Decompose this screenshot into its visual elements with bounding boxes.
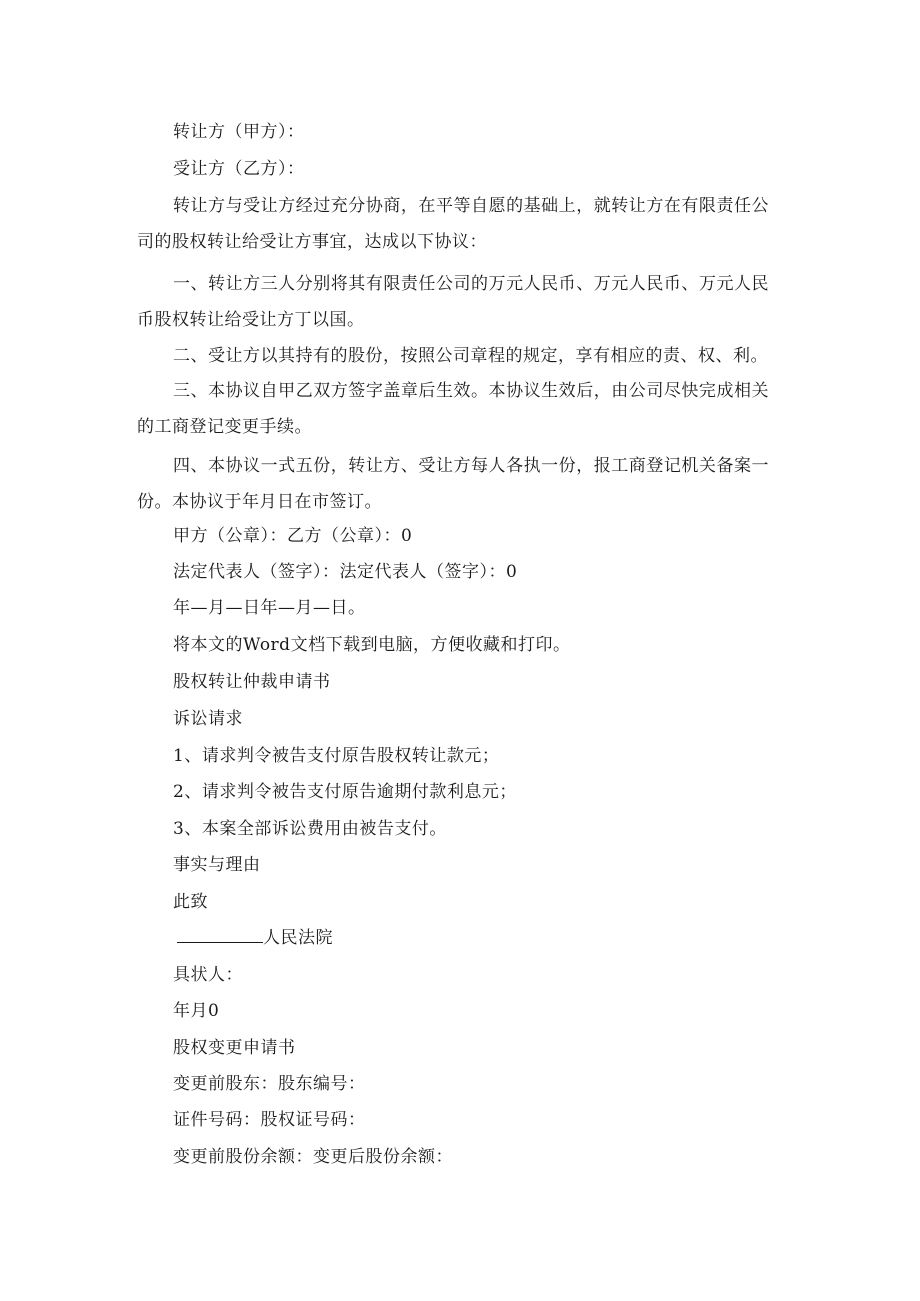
intro-paragraph: 转让方与受让方经过充分协商，在平等自愿的基础上，就转让方在有限责任公司的股权转让给受让方事宜，达成以下协议： [137, 196, 769, 252]
clause-2-paragraph: 二、受让方以其持有的股份，按照公司章程的规定，享有相应的责、权、利。 [173, 346, 768, 366]
transferor-line: 转让方（甲方）： [173, 122, 305, 142]
date-line: 年—月—日年—月—日。 [173, 598, 366, 618]
claim-3: 3、本案全部诉讼费用由被告支付。 [173, 819, 447, 839]
shareholder-before-line: 变更前股东：股东编号： [173, 1074, 366, 1094]
court-label: 人民法院 [263, 928, 333, 948]
plaintiff-line: 具状人： [173, 965, 243, 985]
transferee-line: 受让方（乙方）： [173, 159, 305, 179]
certificate-number-line: 证件号码：股权证号码： [173, 1110, 366, 1130]
seal-line: 甲方（公章）：乙方（公章）：0 [173, 526, 413, 546]
clause-3-paragraph: 三、本协议自甲乙双方签字盖章后生效。本协议生效后，由公司尽快完成相关的工商登记变更手续。 [137, 381, 769, 437]
salutation: 此致 [173, 892, 208, 912]
claims-heading: 诉讼请求 [173, 709, 243, 729]
court-line [173, 926, 333, 950]
facts-heading: 事实与理由 [173, 855, 261, 875]
change-application-title: 股权变更申请书 [173, 1038, 296, 1058]
clause-1-paragraph: 一、转让方三人分别将其有限责任公司的万元人民币、万元人民币、万元人民币股权转让给受让方丁以国。 [137, 274, 769, 330]
signature-line: 法定代表人（签字）：法定代表人（签字）：0 [173, 562, 518, 582]
arbitration-title: 股权转让仲裁申请书 [173, 672, 331, 692]
claim-1: 1、请求判令被告支付原告股权转让款元； [173, 746, 500, 766]
claim-2: 2、请求判令被告支付原告逾期付款利息元； [173, 782, 517, 802]
year-month-line: 年月0 [173, 1001, 220, 1021]
clause-4-paragraph: 四、本协议一式五份，转让方、受让方每人各执一份，报工商登记机关备案一份。本协议于年月日在市签订。 [137, 456, 769, 512]
court-name-blank [177, 926, 263, 943]
share-balance-line: 变更前股份余额：变更后股份余额： [173, 1147, 453, 1167]
download-note: 将本文的Word文档下载到电脑，方便收藏和打印。 [173, 635, 571, 655]
